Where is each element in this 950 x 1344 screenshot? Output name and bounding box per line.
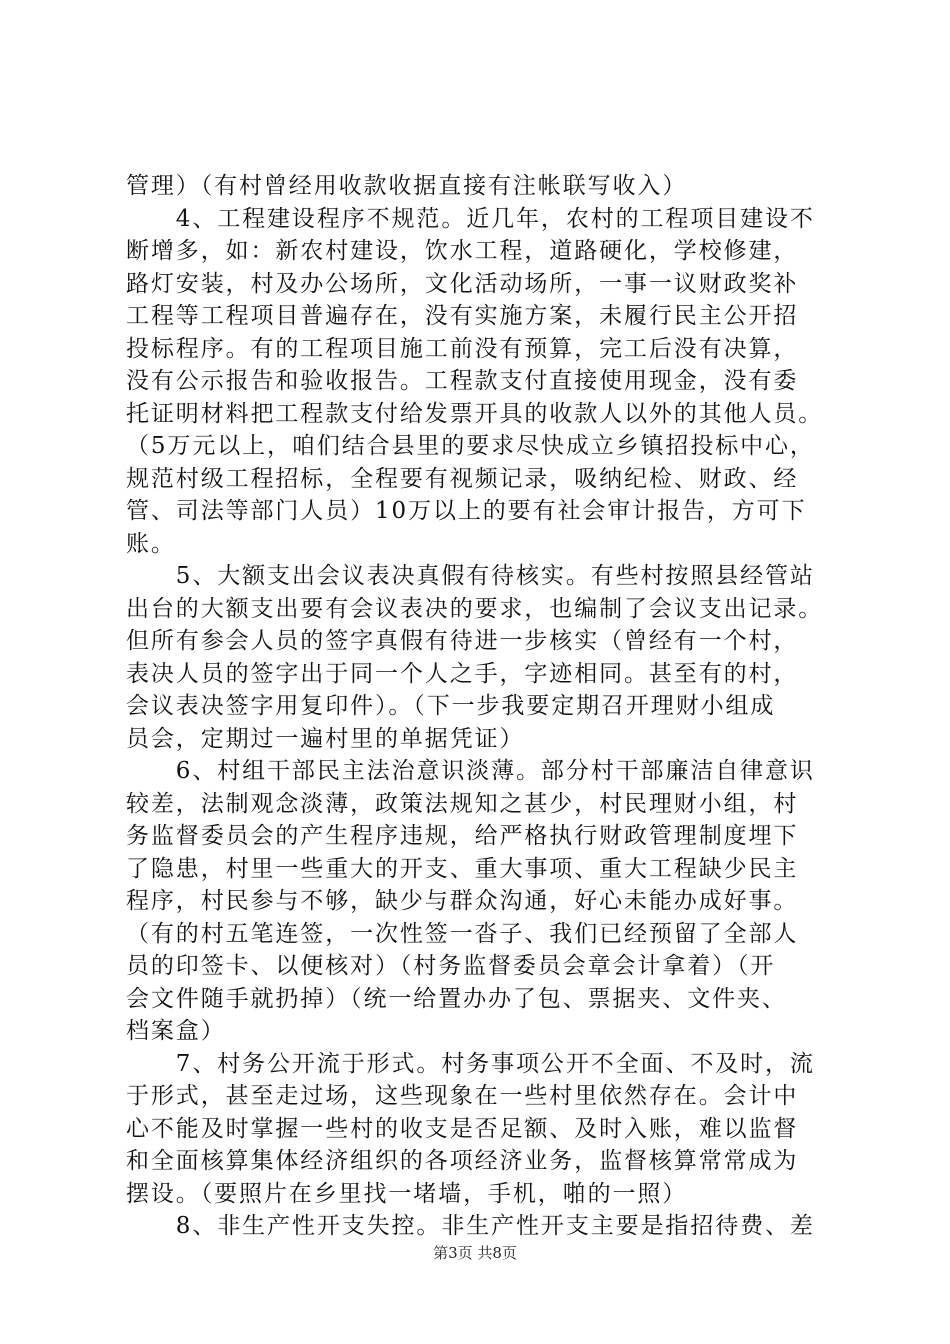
text-line: 表决人员的签字出于同一个人之手，字迹相同。甚至有的村， (126, 660, 799, 687)
text-line: 没有公示报告和验收报告。工程款支付直接使用现金，没有委 (126, 368, 799, 394)
text-line: 投标程序。有的工程项目施工前没有预算，完工后没有决算， (126, 335, 799, 362)
text-line: 工程等工程项目普遍存在，没有实施方案，未履行民主公开招 (126, 303, 799, 329)
text-line: 4、工程建设程序不规范。近几年，农村的工程项目建设不 (126, 205, 815, 232)
text-line: 心不能及时掌握一些村的收支是否足额、及时入账，难以监督 (126, 1115, 799, 1142)
text-line: 路灯安装，村及办公场所，文化活动场所，一事一议财政奖补 (126, 270, 799, 297)
text-line: 出台的大额支出要有会议表决的要求，也编制了会议支出记录。 (126, 595, 824, 622)
text-line: 员会，定期过一遍村里的单据凭证） (126, 725, 525, 752)
text-line: 于形式，甚至走过场，这些现象在一些村里依然存在。会计中 (126, 1083, 799, 1109)
text-line: 管理）（有村曾经用收款收据直接有注帐联写收入） (126, 173, 688, 199)
text-line: 规范村级工程招标，全程要有视频记录，吸纳纪检、财政、经 (126, 465, 799, 492)
text-line: 8、非生产性开支失控。非生产性开支主要是指招待费、差 (126, 1213, 815, 1239)
text-line: 托证明材料把工程款支付给发票开具的收款人以外的其他人员。 (126, 400, 824, 427)
text-line: 和全面核算集体经济组织的各项经济业务，监督核算常常成为 (126, 1148, 799, 1174)
text-line: 会议表决签字用复印件）。（下一步我要定期召开理财小组成 (126, 693, 776, 719)
text-line: 管、司法等部门人员）10万以上的要有社会审计报告，方可下 (126, 498, 807, 524)
text-line: 会文件随手就扔掉）（统一给置办办了包、票据夹、文件夹、 (126, 985, 787, 1012)
text-line: 档案盒） (126, 1018, 226, 1044)
text-line: 程序，村民参与不够，缺少与群众沟通，好心未能办成好事。 (126, 888, 799, 914)
text-line: 但所有参会人员的签字真假有待进一步核实（曾经有一个村， (126, 628, 799, 654)
text-line: 账。 (126, 530, 176, 557)
page-footer: 第3页 共8页 (433, 1244, 517, 1262)
text-line: （有的村五笔连签，一次性签一沓子、我们已经预留了全部人 (126, 920, 799, 947)
text-line: 6、村组干部民主法治意识淡薄。部分村干部廉洁自律意识 (126, 758, 815, 784)
body-text (126, 170, 826, 1243)
text-line: 摆设。（要照片在乡里找一堵墙，手机，啪的一照） (126, 1180, 688, 1207)
text-line: 务监督委员会的产生程序违规，给严格执行财政管理制度埋下 (126, 823, 799, 849)
text-line: （5万元以上，咱们结合县里的要求尽快成立乡镇招投标中心， (126, 433, 815, 459)
text-line: 员的印签卡、以便核对）（村务监督委员会章会计拿着）（开 (126, 953, 776, 979)
text-line: 5、大额支出会议表决真假有待核实。有些村按照县经管站 (126, 563, 815, 589)
text-line: 了隐患，村里一些重大的开支、重大事项、重大工程缺少民主 (126, 855, 799, 882)
text-line: 较差，法制观念淡薄，政策法规知之甚少，村民理财小组，村 (126, 790, 799, 817)
text-line: 7、村务公开流于形式。村务事项公开不全面、不及时，流 (126, 1050, 815, 1077)
text-line: 断增多，如：新农村建设，饮水工程，道路硬化，学校修建， (126, 238, 799, 264)
